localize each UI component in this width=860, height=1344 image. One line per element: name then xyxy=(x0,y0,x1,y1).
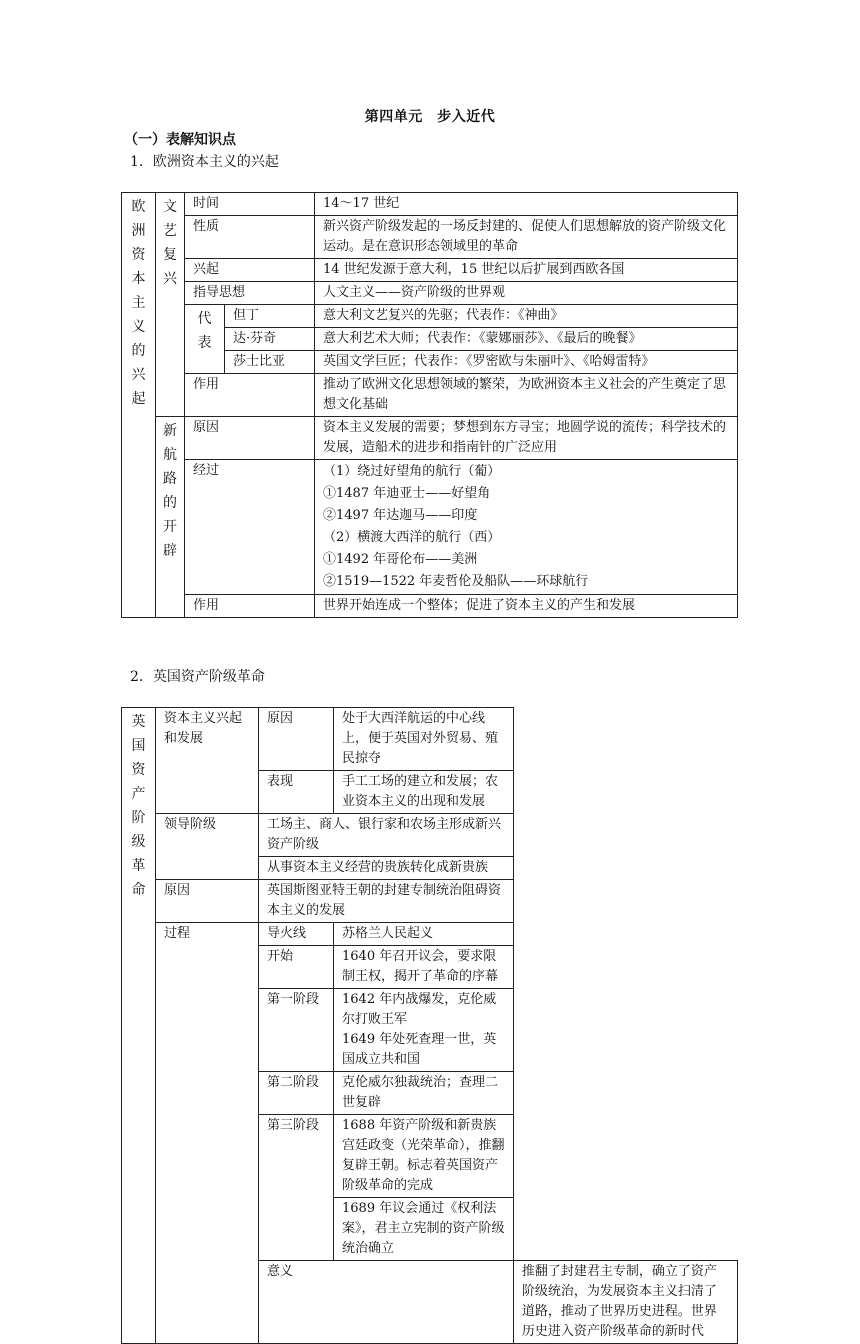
representative-label: 代表 xyxy=(197,311,212,351)
meaning-label: 意义 xyxy=(259,1261,514,1344)
fuse-value: 苏格兰人民起义 xyxy=(334,923,514,946)
process-line: （1）绕过好望角的航行（葡） xyxy=(323,464,501,479)
rise-value: 14 世纪发源于意大利，15 世纪以后扩展到西欧各国 xyxy=(315,259,738,282)
section2-heading: 2．英国资产阶级革命 xyxy=(130,669,265,685)
stage1-value xyxy=(334,989,514,1072)
nature-value: 新兴资产阶级发起的一场反封建的、促使人们思想解放的资产阶级文化运动。是在意识形态领域里的革命 xyxy=(315,216,738,259)
english-revolution-label xyxy=(122,708,156,1344)
stage1-line: 1642 年内战爆发，克伦威尔打败王军 xyxy=(342,992,497,1027)
reason-value: 英国斯图亚特王朝的封建专制统治阻碍资本主义的发展 xyxy=(259,880,514,923)
renaissance-label-cell xyxy=(156,193,185,417)
time-value: 14～17 世纪 xyxy=(315,193,738,216)
routes-effect-value: 世界开始连成一个整体；促进了资本主义的产生和发展 xyxy=(315,595,738,618)
effect-value: 推动了欧洲文化思想领域的繁荣，为欧洲资本主义社会的产生奠定了思想文化基础 xyxy=(315,374,738,417)
manifest-value: 手工工场的建立和发展；农业资本主义的出现和发展 xyxy=(334,771,514,814)
routes-effect-label: 作用 xyxy=(185,595,315,618)
stage1-line: 1649 年处死查理一世，英国成立共和国 xyxy=(342,1032,497,1067)
start-value: 1640 年召开议会，要求限制王权，揭开了革命的序幕 xyxy=(334,946,514,989)
europe-capitalism-label xyxy=(122,193,156,618)
nature-label: 性质 xyxy=(185,216,315,259)
stage3-label: 第三阶段 xyxy=(259,1115,334,1261)
manifest-label: 表现 xyxy=(259,771,334,814)
process-line: ②1519—1522 年麦哲伦及船队——环球航行 xyxy=(323,574,589,589)
vertical-label: 欧洲资本主义的兴起 xyxy=(131,199,146,407)
idea-value: 人文主义——资产阶级的世界观 xyxy=(315,282,738,305)
stage1-label: 第一阶段 xyxy=(259,989,334,1072)
rep-desc: 英国文学巨匠；代表作：《罗密欧与朱丽叶》、《哈姆雷特》 xyxy=(315,351,738,374)
process-line: （2）横渡大西洋的航行（西） xyxy=(323,530,501,545)
start-label: 开始 xyxy=(259,946,334,989)
rep-desc: 意大利文艺复兴的先驱；代表作：《神曲》 xyxy=(315,305,738,328)
stage2-value: 克伦威尔独裁统治；查理二世复辟 xyxy=(334,1072,514,1115)
routes-process-label: 经过 xyxy=(185,460,315,595)
routes-process-value xyxy=(315,460,738,595)
english-revolution-table xyxy=(121,707,738,1344)
section1-heading: 1．欧洲资本主义的兴起 xyxy=(130,154,279,170)
meaning-value: 推翻了封建君主专制，确立了资产阶级统治，为发展资本主义扫清了道路，推动了世界历史进程。世界历史进入资产阶级革命的新时代 xyxy=(513,1261,737,1344)
routes-cause-label: 原因 xyxy=(185,417,315,460)
stage3-value: 1688 年资产阶级和新贵族宫廷政变（光荣革命），推翻复辟王朝。标志着英国资产阶级革命的完成 xyxy=(334,1115,514,1198)
idea-label: 指导思想 xyxy=(185,282,315,305)
page-title: 第四单元 步入近代 xyxy=(364,109,496,125)
routes-cause-value: 资本主义发展的需要；梦想到东方寻宝；地圆学说的流传；科学技术的发展，造船术的进步和指南针的广泛应用 xyxy=(315,417,738,460)
rep-desc: 意大利艺术大师；代表作：《蒙娜丽莎》、《最后的晚餐》 xyxy=(315,328,738,351)
stage2-label: 第二阶段 xyxy=(259,1072,334,1115)
reason-label: 原因 xyxy=(156,880,259,923)
process-label: 过程 xyxy=(156,923,259,1344)
stage3-value: 1689 年议会通过《权利法案》，君主立宪制的资产阶级统治确立 xyxy=(334,1198,514,1261)
rep-name: 莎士比亚 xyxy=(225,351,315,374)
fuse-label: 导火线 xyxy=(259,923,334,946)
renaissance-label: 文艺复兴 xyxy=(163,199,177,287)
capitalism-label: 资本主义兴起和发展 xyxy=(156,708,259,814)
rep-name: 但丁 xyxy=(225,305,315,328)
new-routes-label: 新航路的开辟 xyxy=(163,423,177,559)
effect-label: 作用 xyxy=(185,374,315,417)
cause-label: 原因 xyxy=(259,708,334,771)
rise-label: 兴起 xyxy=(185,259,315,282)
leader-value: 工场主、商人、银行家和农场主形成新兴资产阶级 xyxy=(259,814,514,857)
rep-name: 达·芬奇 xyxy=(225,328,315,351)
cause-value: 处于大西洋航运的中心线上，便于英国对外贸易、殖民掠夺 xyxy=(334,708,514,771)
europe-capitalism-table xyxy=(121,192,738,618)
process-line: ②1497 年达迦马——印度 xyxy=(323,508,478,523)
process-line: ①1492 年哥伦布——美洲 xyxy=(323,552,478,567)
leader-value: 从事资本主义经营的贵族转化成新贵族 xyxy=(259,857,514,880)
vertical-label: 英国资产阶级革命 xyxy=(131,714,146,898)
new-routes-label-cell xyxy=(156,417,185,618)
representative-label-cell xyxy=(185,305,225,374)
process-line: ①1487 年迪亚士——好望角 xyxy=(323,486,491,501)
leader-label: 领导阶级 xyxy=(156,814,259,880)
subheading: （一）表解知识点 xyxy=(124,132,236,148)
time-label: 时间 xyxy=(185,193,315,216)
